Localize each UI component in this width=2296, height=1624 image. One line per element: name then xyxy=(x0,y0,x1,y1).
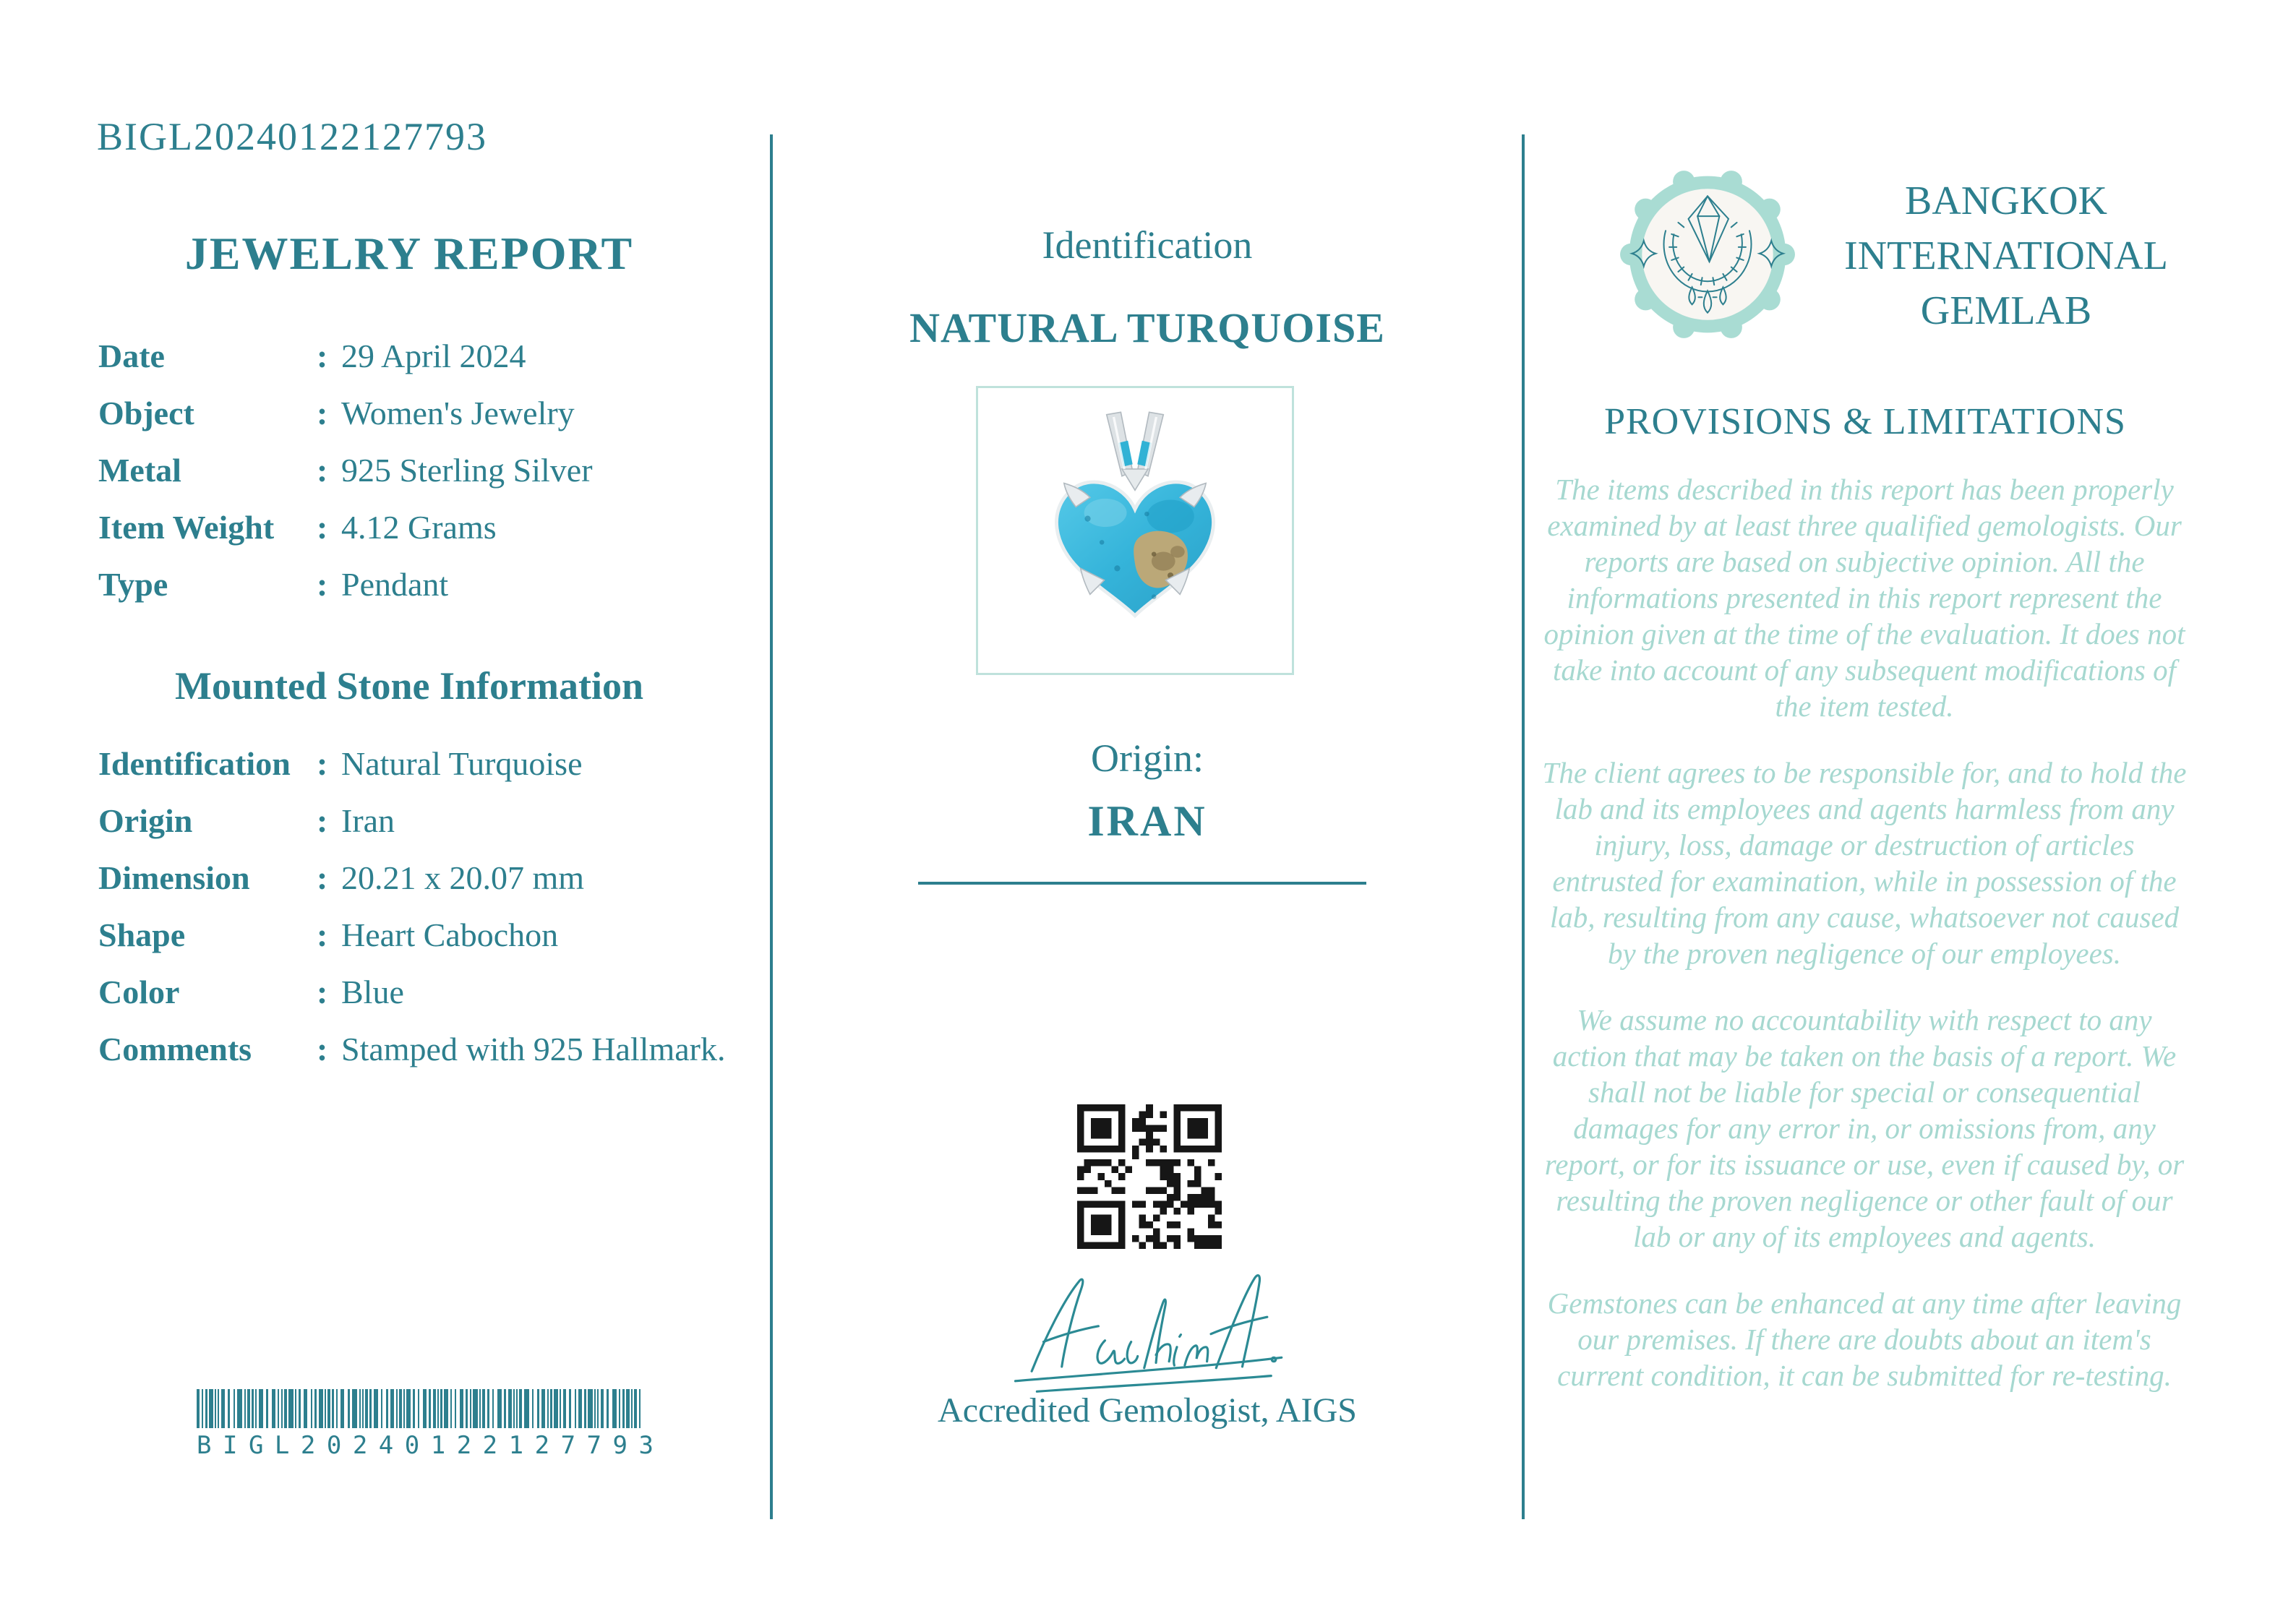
provisions-paragraph: The client agrees to be responsible for, and to hold the lab and its employees and agents harmless from any injury, loss, damage or destruction of articles entrusted for examination, while in possession of the lab, resulting from any cause, whatsoever not caused by the proven negligence of our employees. xyxy=(1542,756,2187,970)
field-label: Date xyxy=(98,338,165,374)
field-colon: : xyxy=(317,745,328,782)
field-colon: : xyxy=(317,802,328,839)
pendant-photo xyxy=(1005,400,1265,661)
field-label: Type xyxy=(98,566,168,603)
mounted-stone-section-title: Mounted Stone Information xyxy=(174,664,644,708)
field-value: 4.12 Grams xyxy=(341,509,497,546)
field-value: Blue xyxy=(341,974,404,1010)
report-title: JEWELRY REPORT xyxy=(184,228,634,279)
barcode xyxy=(197,1389,654,1460)
field-label: Dimension xyxy=(98,859,250,896)
gemlab-logo-badge xyxy=(1616,163,1799,345)
barcode-bars xyxy=(197,1389,654,1428)
field-row-dimension xyxy=(98,859,763,896)
field-value: 925 Sterling Silver xyxy=(341,452,593,489)
pendant-photo-frame xyxy=(976,386,1294,675)
field-colon: : xyxy=(317,1031,328,1067)
field-value: Iran xyxy=(341,802,395,839)
field-colon: : xyxy=(317,338,328,374)
field-value: 29 April 2024 xyxy=(341,338,526,374)
field-label: Shape xyxy=(98,916,186,953)
field-colon: : xyxy=(317,566,328,603)
field-label: Object xyxy=(98,395,194,431)
field-colon: : xyxy=(317,916,328,953)
barcode-text: B I G L 2 0 2 4 0 1 2 2 1 2 7 7 9 3 xyxy=(197,1431,654,1460)
field-value: Stamped with 925 Hallmark. xyxy=(341,1031,726,1067)
lab-name-line: GEMLAB xyxy=(1920,288,2092,333)
origin-value: IRAN xyxy=(1087,797,1207,845)
identification-value: NATURAL TURQUOISE xyxy=(909,304,1385,351)
lab-name-line: INTERNATIONAL xyxy=(1844,233,2168,278)
lab-name-line: BANGKOK xyxy=(1905,179,2107,223)
field-row-comments xyxy=(98,1033,763,1066)
field-value: 20.21 x 20.07 mm xyxy=(341,859,585,896)
field-value: Heart Cabochon xyxy=(341,916,559,953)
mounted-stone-fields xyxy=(98,747,763,1090)
field-value: Natural Turquoise xyxy=(341,745,583,782)
field-row-item-weight xyxy=(98,511,763,544)
field-row-type xyxy=(98,568,763,601)
field-row-origin xyxy=(98,804,763,838)
field-label: Metal xyxy=(98,452,181,489)
field-row-color xyxy=(98,976,763,1009)
lab-name xyxy=(1828,173,2185,338)
identification-heading: Identification xyxy=(1042,223,1253,267)
field-value: Pendant xyxy=(341,566,449,603)
provisions-paragraphs xyxy=(1537,471,2192,1424)
field-label: Comments xyxy=(98,1031,252,1067)
provisions-paragraph: We assume no accountability with respect to any action that may be taken on the basis of a report. We shall not be liable for special or consequential damages for any error in, or omissions from, any report, or for its issuance or use, even if caused by, or resulting the proven negligence or other fault of our lab or any of its employees and agents. xyxy=(1544,1003,2185,1253)
field-label: Color xyxy=(98,974,180,1010)
field-value: Women's Jewelry xyxy=(341,395,575,431)
provisions-paragraph: The items described in this report has been properly examined by at least three qualified gemologists. Our reports are based on subjective opinion. All the informations presented in this report represent the opinion given at the time of the evaluation. It does not take into account of any subsequent modifications of the item tested. xyxy=(1543,473,2185,723)
field-colon: : xyxy=(317,859,328,896)
origin-divider-line xyxy=(918,882,1366,885)
report-fields xyxy=(98,340,763,625)
field-label: Item Weight xyxy=(98,509,275,546)
column-divider-right xyxy=(1522,134,1525,1519)
provisions-paragraph: Gemstones can be enhanced at any time after leaving our premises. If there are doubts about an item's current condition, it can be submitted for re-testing. xyxy=(1547,1286,2182,1392)
field-row-object xyxy=(98,397,763,430)
field-row-identification xyxy=(98,747,763,781)
field-colon: : xyxy=(317,509,328,546)
field-colon: : xyxy=(317,974,328,1010)
field-colon: : xyxy=(317,395,328,431)
report-number: BIGL20240122127793 xyxy=(97,115,487,158)
field-colon: : xyxy=(317,452,328,489)
origin-heading: Origin: xyxy=(1091,736,1204,780)
signature xyxy=(972,1263,1327,1401)
field-label: Origin xyxy=(98,802,193,839)
field-row-date xyxy=(98,340,763,373)
qr-code xyxy=(1077,1104,1222,1249)
field-row-shape xyxy=(98,916,763,953)
gemologist-title: Accredited Gemologist, AIGS xyxy=(938,1391,1357,1430)
field-label: Identification xyxy=(98,745,291,782)
field-row-metal xyxy=(98,454,763,487)
provisions-title: PROVISIONS & LIMITATIONS xyxy=(1604,401,2126,442)
